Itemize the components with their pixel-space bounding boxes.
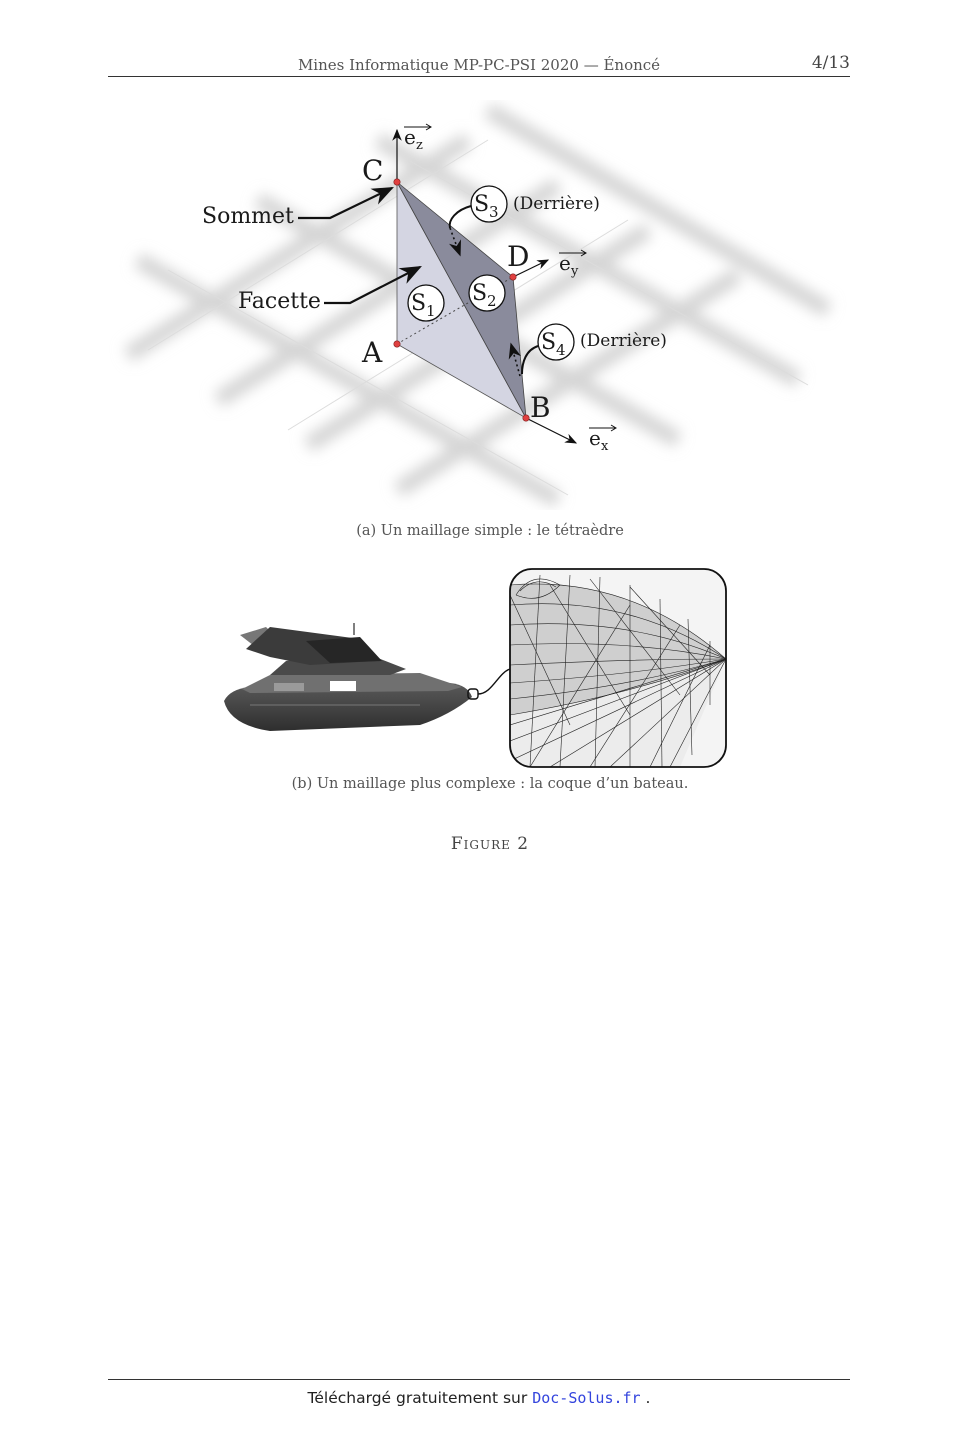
label-ex-e: e: [589, 426, 601, 450]
svg-text:2: 2: [487, 292, 497, 310]
label-ey-sub: y: [571, 264, 579, 279]
figure-title: Figure 2: [450, 834, 530, 854]
label-ez-e: e: [404, 125, 416, 149]
s3-behind-note: (Derrière): [513, 194, 600, 214]
vertex-a: [394, 341, 400, 347]
svg-text:S: S: [474, 192, 490, 217]
boat-illustration: [224, 623, 472, 731]
label-ey-e: e: [559, 251, 571, 275]
face-label-s2: [469, 275, 505, 311]
vertex-d: [510, 274, 516, 280]
svg-text:1: 1: [426, 302, 436, 320]
zoomed-mesh: [510, 569, 726, 767]
label-ex: [589, 425, 616, 454]
s4-behind-note: (Derrière): [580, 331, 667, 351]
label-ex-sub: x: [601, 439, 609, 454]
tetrahedron-figure: [108, 100, 868, 510]
callout-sommet: Sommet: [202, 204, 294, 229]
vertex-b: [523, 415, 529, 421]
face-label-s1: [408, 285, 444, 321]
svg-text:4: 4: [556, 341, 566, 359]
s3-pointer: [450, 206, 471, 228]
caption-b: (b) Un maillage plus complexe : la coque d’un bateau.: [291, 776, 689, 792]
svg-text:S: S: [411, 291, 427, 316]
label-d: D: [507, 240, 530, 273]
footer-line: [108, 1389, 850, 1407]
page-footer: [108, 1379, 850, 1407]
label-c: C: [362, 154, 384, 187]
vertex-c: [394, 179, 400, 185]
footer-link[interactable]: Doc-Solus.fr: [532, 1389, 641, 1407]
page-number: 4/13: [811, 53, 850, 73]
footer-prefix: Téléchargé gratuitement sur: [307, 1389, 528, 1407]
svg-text:S: S: [541, 330, 557, 355]
label-ez: [404, 124, 431, 153]
label-ez-sub: z: [416, 138, 423, 153]
callout-facette: Facette: [238, 289, 321, 314]
svg-text:3: 3: [489, 203, 499, 221]
face-label-s3: [471, 186, 507, 222]
svg-text:S: S: [472, 281, 488, 306]
header-title: Mines Informatique MP-PC-PSI 2020 — Énoncé: [297, 56, 661, 74]
footer-suffix: .: [645, 1389, 651, 1407]
caption-a: (a) Un maillage simple : le tétraèdre: [356, 523, 624, 539]
page-header: [108, 52, 850, 77]
label-a: A: [362, 336, 383, 369]
zoom-connector: [478, 669, 510, 694]
boat-mesh-figure: [210, 565, 740, 775]
label-b: B: [530, 391, 551, 424]
face-label-s4: [538, 324, 574, 360]
